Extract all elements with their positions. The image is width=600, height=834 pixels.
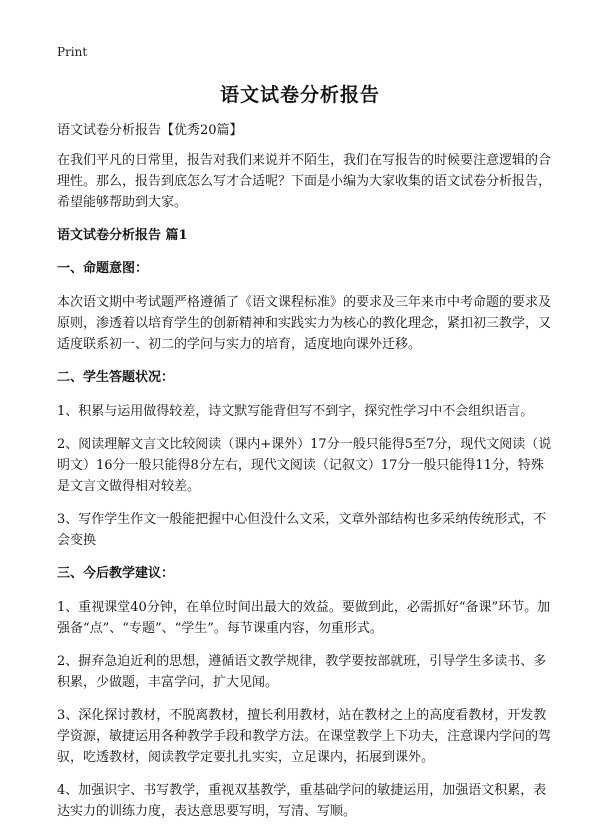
section-heading: 语文试卷分析报告 篇1 bbox=[57, 228, 188, 243]
list-item: 4、加强识字、书写教学，重视双基教学，重基础学问的敏捷运用，加强语文积累，表达实力的训练力度，表达意思要写明，写清、写顺。 bbox=[57, 783, 547, 819]
intro-paragraph: 在我们平凡的日常里，报告对我们来说并不陌生，我们在写报告的时候要注意逻辑的合理性。那么，报告到底怎么写才合适呢？下面是小编为大家收集的语文试卷分析报告，希望能够帮助到大家。 bbox=[57, 153, 552, 210]
list-item: 1、重视课堂40分钟，在单位时间出最大的效益。要做到此，必需抓好“备课”环节。加强备“点”、“专题”、“学生”。每节课重内容，勿重形式。 bbox=[57, 600, 551, 636]
list-item: 3、深化探讨教材，不脱离教材，擅长利用教材，站在教材之上的高度看教材，开发教学资源，敏捷运用各种教学手段和教学方法。在课堂教学上下功夫，注意课内学问的驾驭，吃透教材，阅读教学定要扎扎实实，立足课内，拓展到课外。 bbox=[57, 708, 552, 765]
document-body bbox=[57, 120, 553, 834]
part1-paragraph: 本次语文期中考试题严格遵循了《语文课程标准》的要求及三年来市中考命题的要求及原则，渗透着以培育学生的创新精神和实践实力为核心的教化理念，紧扣初三教学，又适度联系初一、初二的学问与实力的培育，适度地向课外迁移。 bbox=[57, 295, 552, 352]
list-item: 2、摒弃急迫近利的思想，遵循语文教学规律，教学要按部就班，引导学生多读书、多积累，少做题，丰富学问，扩大见闻。 bbox=[57, 654, 547, 690]
document-subtitle: 语文试卷分析报告【优秀20篇】 bbox=[57, 123, 243, 138]
print-label: Print bbox=[57, 45, 88, 59]
part3-heading: 三、今后教学建议： bbox=[57, 566, 175, 581]
page-title: 语文试卷分析报告 bbox=[219, 84, 380, 106]
part2-heading: 二、学生答题状况： bbox=[57, 370, 175, 385]
part1-heading: 一、命题意图： bbox=[57, 261, 149, 276]
list-item: 3、写作学生作文一般能把握中心但没什么文采，文章外部结构也多采纳传统形式，不会变换 bbox=[57, 512, 547, 548]
list-item: 1、积累与运用做得较差，诗文默写能背但写不到字，探究性学习中不会组织语言。 bbox=[57, 404, 534, 419]
list-item: 2、阅读理解文言文比较阅读（课内+课外）17分一般只能得5至7分，现代文阅读（说明文）16分一般只能得8分左右，现代文阅读（记叙文）17分一般只能得11分，特殊是文言文做得相对较差。 bbox=[57, 437, 552, 494]
